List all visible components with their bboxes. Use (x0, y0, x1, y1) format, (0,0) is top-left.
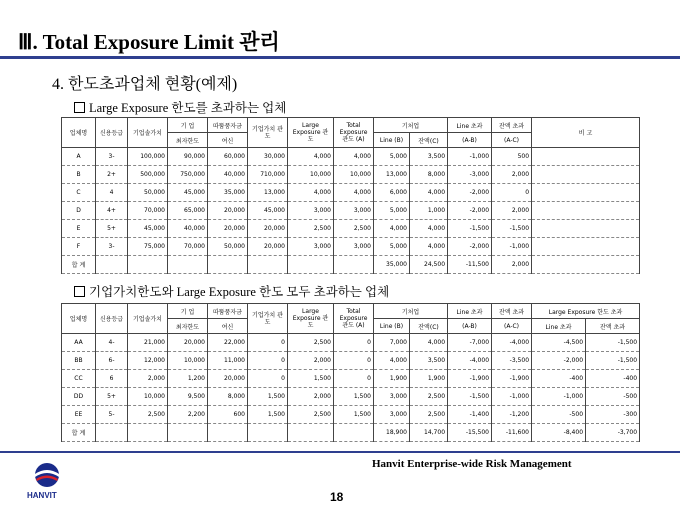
table-cell: 50,000 (208, 238, 248, 256)
table-cell: 2,000 (288, 352, 334, 370)
table-cell: 3- (96, 238, 128, 256)
table-cell: 4,000 (410, 184, 448, 202)
total-cell: 35,000 (374, 256, 410, 274)
total-cell: -3,700 (586, 424, 640, 442)
footer-rule (0, 451, 680, 453)
table-cell: 2,500 (288, 220, 334, 238)
table-cell: 30,000 (248, 148, 288, 166)
table-cell: 2,500 (410, 406, 448, 424)
header-le-line: Line 초과 (532, 319, 586, 334)
table-cell: 75,000 (128, 238, 168, 256)
table-cell: -1,900 (448, 370, 492, 388)
table-cell: 2,500 (410, 388, 448, 406)
table-row (62, 220, 640, 238)
header-linex-bottom: (A-B) (448, 133, 492, 148)
table-cell: 6,000 (374, 184, 410, 202)
hanvit-logo-icon (30, 462, 64, 488)
total-row (62, 256, 640, 274)
table-row (62, 388, 640, 406)
table-cell: 4,000 (374, 352, 410, 370)
table-cell: 5,000 (374, 202, 410, 220)
table-cell: 3,000 (288, 238, 334, 256)
table-cell: 1,500 (248, 406, 288, 424)
table-cell (96, 424, 128, 442)
header-large: Large Exposure 관도 (288, 304, 334, 334)
table-cell: 20,000 (208, 370, 248, 388)
table-cell: 5- (96, 406, 128, 424)
header-company: 업체명 (62, 304, 96, 334)
table-cell: DD (62, 388, 96, 406)
table-cell: 10,000 (128, 388, 168, 406)
page-title: Ⅲ. Total Exposure Limit 관리 (18, 30, 280, 54)
header-mkt-top: 따뚬품자금 (208, 118, 248, 133)
header-balx-bottom: (A-C) (492, 319, 532, 334)
table-cell (168, 256, 208, 274)
table-cell: 2,500 (128, 406, 168, 424)
header-corpval: 기업가치 관도 (248, 118, 288, 148)
table-cell: -3,500 (492, 352, 532, 370)
total-cell: -15,500 (448, 424, 492, 442)
table-cell: 8,000 (410, 166, 448, 184)
total-row (62, 424, 640, 442)
table-cell: 5+ (96, 220, 128, 238)
table-cell: 2,200 (168, 406, 208, 424)
table-cell: -7,000 (448, 334, 492, 352)
table-cell: 2,000 (288, 388, 334, 406)
header-company: 업체명 (62, 118, 96, 148)
total-cell: -11,600 (492, 424, 532, 442)
table-cell: 10,000 (168, 352, 208, 370)
table-cell (168, 424, 208, 442)
header-balx-top: 잔액 초과 (492, 118, 532, 133)
table-cell (532, 256, 640, 274)
table-cell: 2+ (96, 166, 128, 184)
table-cell: 750,000 (168, 166, 208, 184)
table-cell: 20,000 (208, 202, 248, 220)
header-linex-top: Line 초과 (448, 118, 492, 133)
table-cell: 600 (208, 406, 248, 424)
table-cell: -1,000 (448, 148, 492, 166)
table-cell: 0 (334, 370, 374, 388)
header-corp-top: 기 업 (168, 304, 208, 319)
table-cell: -1,000 (492, 388, 532, 406)
total-label: 합 계 (62, 424, 96, 442)
table-cell (248, 256, 288, 274)
table-cell (96, 256, 128, 274)
table-cell: EE (62, 406, 96, 424)
table-cell: 60,000 (208, 148, 248, 166)
table-cell: -1,500 (448, 388, 492, 406)
header-line: Line (B) (374, 133, 410, 148)
table-cell: 3,000 (334, 238, 374, 256)
table-cell: 2,000 (128, 370, 168, 388)
header-rule (0, 56, 680, 59)
table-cell: 0 (492, 184, 532, 202)
table-cell: -1,200 (492, 406, 532, 424)
table-cell: -1,900 (492, 370, 532, 388)
header-total: Total Exposure 관도 (A) (334, 304, 374, 334)
table-row (62, 202, 640, 220)
table-cell: 5,000 (374, 148, 410, 166)
total-cell: -8,400 (532, 424, 586, 442)
total-cell: 24,500 (410, 256, 448, 274)
table-row (62, 406, 640, 424)
header-linex-top: Line 초과 (448, 304, 492, 319)
table-cell: 1,500 (248, 388, 288, 406)
table-cell: 1,500 (334, 406, 374, 424)
header-mkt-bottom: 여신 (208, 133, 248, 148)
table-cell: 2,000 (492, 166, 532, 184)
header-line: Line (B) (374, 319, 410, 334)
table-cell: -2,000 (448, 238, 492, 256)
header-total: Total Exposure 관도 (A) (334, 118, 374, 148)
table-cell: 9,500 (168, 388, 208, 406)
table-cell: 4,000 (288, 184, 334, 202)
table-row (62, 184, 640, 202)
table-cell: C (62, 184, 96, 202)
table-cell: 0 (334, 334, 374, 352)
table-cell (128, 256, 168, 274)
table-cell: 3,000 (374, 388, 410, 406)
table-cell: 100,000 (128, 148, 168, 166)
table-cell: 4,000 (334, 184, 374, 202)
table-cell: 6- (96, 352, 128, 370)
table-cell: 0 (248, 334, 288, 352)
table-cell: 3,000 (288, 202, 334, 220)
table-cell: 4,000 (410, 220, 448, 238)
table-cell: -2,000 (448, 184, 492, 202)
header-bal: 잔액(C) (410, 133, 448, 148)
table-cell: 90,000 (168, 148, 208, 166)
table-cell: 1,900 (410, 370, 448, 388)
table-cell (208, 424, 248, 442)
total-cell: 2,000 (492, 256, 532, 274)
table-cell (532, 238, 640, 256)
total-label: 합 계 (62, 256, 96, 274)
table-cell: BB (62, 352, 96, 370)
table-cell (532, 166, 640, 184)
header-corp-bottom: 최자한도 (168, 319, 208, 334)
table-cell: 13,000 (248, 184, 288, 202)
section1-label-text: Large Exposure 한도를 초과하는 업체 (89, 101, 287, 115)
table-cell: 4+ (96, 202, 128, 220)
header-corp-top: 기 업 (168, 118, 208, 133)
table-cell: 10,000 (288, 166, 334, 184)
table-cell: 5,000 (374, 238, 410, 256)
header-value: 기업솔가치 (128, 118, 168, 148)
table-cell: -400 (586, 370, 640, 388)
table-cell: D (62, 202, 96, 220)
table-cell: 40,000 (208, 166, 248, 184)
table-cell: 4,000 (410, 334, 448, 352)
table-cell: 1,200 (168, 370, 208, 388)
table-cell: 4- (96, 334, 128, 352)
header-le-bal: 잔액 초과 (586, 319, 640, 334)
table-cell: 5+ (96, 388, 128, 406)
table-cell: 13,000 (374, 166, 410, 184)
header-corpval: 기업가치 관도 (248, 304, 288, 334)
table-row (62, 334, 640, 352)
table-large-exposure (61, 117, 640, 274)
table-cell: -500 (532, 406, 586, 424)
table-cell: 0 (248, 352, 288, 370)
table-cell: 1,500 (288, 370, 334, 388)
table-cell (532, 202, 640, 220)
header-period: 기처업 (374, 118, 448, 133)
table-cell (334, 256, 374, 274)
table-cell: 4 (96, 184, 128, 202)
logo-text: HANVIT (27, 491, 57, 500)
table-cell: 70,000 (128, 202, 168, 220)
table-cell: 45,000 (248, 202, 288, 220)
total-cell: 14,700 (410, 424, 448, 442)
table-cell: -1,500 (448, 220, 492, 238)
table-cell: 8,000 (208, 388, 248, 406)
table-cell: -1,400 (448, 406, 492, 424)
table-cell (334, 424, 374, 442)
table-cell (128, 424, 168, 442)
header-grade: 신용등급 (96, 118, 128, 148)
table-cell: 20,000 (168, 334, 208, 352)
table-cell: 3,000 (334, 202, 374, 220)
table-cell: 2,500 (288, 334, 334, 352)
footer-text: Hanvit Enterprise-wide Risk Management (372, 458, 572, 470)
table-cell: 1,000 (410, 202, 448, 220)
table-cell: F (62, 238, 96, 256)
table-cell: 45,000 (168, 184, 208, 202)
header-value: 기업솔가치 (128, 304, 168, 334)
table-cell: 65,000 (168, 202, 208, 220)
header-note: 비 고 (532, 118, 640, 148)
header-mkt-bottom: 여신 (208, 319, 248, 334)
table-cell: 22,000 (208, 334, 248, 352)
table-cell: -4,000 (492, 334, 532, 352)
table-cell: -300 (586, 406, 640, 424)
header-balx-top: 잔액 초과 (492, 304, 532, 319)
table-cell: 3,500 (410, 148, 448, 166)
total-cell: 18,900 (374, 424, 410, 442)
table-cell: 20,000 (248, 220, 288, 238)
table-cell: 21,000 (128, 334, 168, 352)
checkbox-icon (74, 286, 85, 297)
table-cell: B (62, 166, 96, 184)
table-cell: 4,000 (334, 148, 374, 166)
table-cell (248, 424, 288, 442)
table-cell: 6 (96, 370, 128, 388)
table-cell: -2,000 (448, 202, 492, 220)
table-cell: 710,000 (248, 166, 288, 184)
table-cell: 40,000 (168, 220, 208, 238)
table-cell: 3,000 (374, 406, 410, 424)
table-cell: E (62, 220, 96, 238)
header-linex-bottom: (A-B) (448, 319, 492, 334)
table-row (62, 370, 640, 388)
table-cell: 11,000 (208, 352, 248, 370)
table-cell (532, 148, 640, 166)
table-cell: 2,000 (492, 202, 532, 220)
header-le-top: Large Exposure 한도 초과 (532, 304, 640, 319)
header-mkt-top: 따뚬품자금 (208, 304, 248, 319)
table-cell: 4,000 (374, 220, 410, 238)
checkbox-icon (74, 102, 85, 113)
table-cell: 20,000 (208, 220, 248, 238)
table-cell: 50,000 (128, 184, 168, 202)
section2-label (74, 282, 389, 300)
table-cell (288, 256, 334, 274)
table-row (62, 148, 640, 166)
table-cell (532, 220, 640, 238)
table-cell: -2,000 (532, 352, 586, 370)
table-cell: 4,000 (288, 148, 334, 166)
table-cell: -1,500 (492, 220, 532, 238)
table-cell: -500 (586, 388, 640, 406)
table-cell: 500,000 (128, 166, 168, 184)
section1-label (74, 98, 286, 116)
table-row (62, 166, 640, 184)
table-cell: 0 (248, 370, 288, 388)
table-cell: 2,500 (334, 220, 374, 238)
table-cell: -1,000 (532, 388, 586, 406)
table-cell: 1,500 (334, 388, 374, 406)
table-cell: AA (62, 334, 96, 352)
table-cell (208, 256, 248, 274)
table-cell: 12,000 (128, 352, 168, 370)
table-cell: 10,000 (334, 166, 374, 184)
table-cell: 1,900 (374, 370, 410, 388)
table-cell: -1,500 (586, 334, 640, 352)
table-cell: 3,500 (410, 352, 448, 370)
table-cell: -1,000 (492, 238, 532, 256)
section2-label-text: 기업가치한도와 Large Exposure 한도 모두 초과하는 업체 (89, 285, 390, 299)
table-cell: 4,000 (410, 238, 448, 256)
table-cell: 500 (492, 148, 532, 166)
table-cell: 3- (96, 148, 128, 166)
table-cell: CC (62, 370, 96, 388)
header-grade: 신용등급 (96, 304, 128, 334)
section-heading: 4. 한도초과업체 현황(예제) (52, 76, 238, 93)
table-cell: 45,000 (128, 220, 168, 238)
table-cell: 70,000 (168, 238, 208, 256)
table-both-exceed (61, 303, 640, 442)
header-large: Large Exposure 관도 (288, 118, 334, 148)
table-cell (532, 184, 640, 202)
table-cell: 0 (334, 352, 374, 370)
total-cell: -11,500 (448, 256, 492, 274)
table-row (62, 352, 640, 370)
table-cell: 20,000 (248, 238, 288, 256)
table-row (62, 238, 640, 256)
table-cell: A (62, 148, 96, 166)
table-cell: -4,000 (448, 352, 492, 370)
table-cell: -3,000 (448, 166, 492, 184)
header-balx-bottom: (A-C) (492, 133, 532, 148)
page-number: 18 (330, 490, 344, 504)
table-cell: 2,500 (288, 406, 334, 424)
table-cell: 35,000 (208, 184, 248, 202)
table-cell: -4,500 (532, 334, 586, 352)
header-period: 기처업 (374, 304, 448, 319)
header-bal: 잔액(C) (410, 319, 448, 334)
table-cell: -400 (532, 370, 586, 388)
table-cell: -1,500 (586, 352, 640, 370)
table-cell (288, 424, 334, 442)
table-cell: 7,000 (374, 334, 410, 352)
header-corp-bottom: 최자한도 (168, 133, 208, 148)
